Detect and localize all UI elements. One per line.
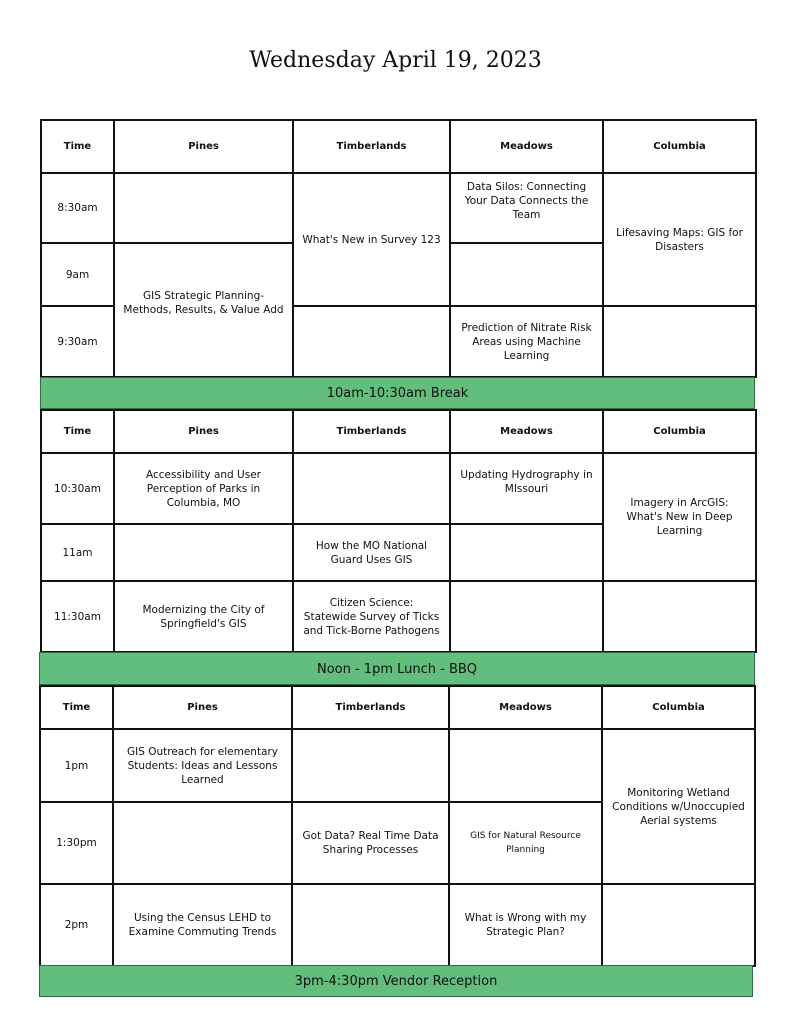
table-row	[40, 729, 755, 802]
time-cell: 9am	[41, 243, 114, 306]
session-cell: GIS Strategic Planning- Methods, Results, & Value Add	[114, 243, 293, 377]
header-row	[41, 410, 756, 453]
session-cell: Got Data? Real Time Data Sharing Processes	[292, 802, 449, 884]
session-cell: What's New in Survey 123	[293, 173, 450, 306]
header-time: Time	[41, 410, 114, 453]
empty-cell	[603, 306, 756, 377]
empty-cell	[603, 581, 756, 652]
table-row	[40, 884, 755, 966]
header-timberlands: Timberlands	[292, 686, 449, 729]
empty-cell	[450, 524, 603, 581]
schedule-table-afternoon	[39, 685, 756, 967]
session-cell: Monitoring Wetland Conditions w/Unoccupied Aerial systems	[602, 729, 755, 884]
header-time: Time	[41, 120, 114, 173]
lunch-banner: Noon - 1pm Lunch - BBQ	[39, 652, 755, 685]
header-columbia: Columbia	[603, 120, 756, 173]
session-cell: Accessibility and User Perception of Parks in Columbia, MO	[114, 453, 293, 524]
header-timberlands: Timberlands	[293, 120, 450, 173]
header-meadows: Meadows	[450, 410, 603, 453]
session-cell: GIS Outreach for elementary Students: Ideas and Lessons Learned	[113, 729, 292, 802]
time-cell: 11am	[41, 524, 114, 581]
session-cell: Modernizing the City of Springfield's GIS	[114, 581, 293, 652]
session-cell: Using the Census LEHD to Examine Commuting Trends	[113, 884, 292, 966]
header-columbia: Columbia	[602, 686, 755, 729]
time-cell: 1:30pm	[40, 802, 113, 884]
page-title: Wednesday April 19, 2023	[249, 48, 542, 73]
time-cell: 10:30am	[41, 453, 114, 524]
empty-cell	[114, 173, 293, 243]
header-meadows: Meadows	[450, 120, 603, 173]
header-row	[41, 120, 756, 173]
time-cell: 1pm	[40, 729, 113, 802]
session-cell: Imagery in ArcGIS: What's New in Deep Learning	[603, 453, 756, 581]
table-row	[41, 453, 756, 524]
empty-cell	[602, 884, 755, 966]
empty-cell	[293, 306, 450, 377]
empty-cell	[449, 729, 602, 802]
session-cell: Lifesaving Maps: GIS for Disasters	[603, 173, 756, 306]
session-cell: What is Wrong with my Strategic Plan?	[449, 884, 602, 966]
header-pines: Pines	[114, 120, 293, 173]
empty-cell	[292, 884, 449, 966]
table-row	[41, 581, 756, 652]
header-meadows: Meadows	[449, 686, 602, 729]
header-columbia: Columbia	[603, 410, 756, 453]
header-pines: Pines	[113, 686, 292, 729]
header-row	[40, 686, 755, 729]
session-cell: Citizen Science: Statewide Survey of Ticks and Tick-Borne Pathogens	[293, 581, 450, 652]
break-banner: 10am-10:30am Break	[40, 377, 755, 409]
empty-cell	[293, 453, 450, 524]
header-pines: Pines	[114, 410, 293, 453]
time-cell: 2pm	[40, 884, 113, 966]
session-cell: Data Silos: Connecting Your Data Connects the Team	[450, 173, 603, 243]
session-cell: GIS for Natural Resource Planning	[449, 802, 602, 884]
session-cell: How the MO National Guard Uses GIS	[293, 524, 450, 581]
time-cell: 8:30am	[41, 173, 114, 243]
table-row	[41, 173, 756, 243]
empty-cell	[113, 802, 292, 884]
time-cell: 9:30am	[41, 306, 114, 377]
session-cell: Updating Hydrography in MIssouri	[450, 453, 603, 524]
schedule-table-late-morning	[40, 409, 757, 653]
empty-cell	[450, 581, 603, 652]
reception-banner: 3pm-4:30pm Vendor Reception	[39, 965, 753, 997]
empty-cell	[450, 243, 603, 306]
empty-cell	[292, 729, 449, 802]
header-time: Time	[40, 686, 113, 729]
time-cell: 11:30am	[41, 581, 114, 652]
session-cell: Prediction of Nitrate Risk Areas using Machine Learning	[450, 306, 603, 377]
schedule-table-morning	[40, 119, 757, 378]
empty-cell	[114, 524, 293, 581]
header-timberlands: Timberlands	[293, 410, 450, 453]
